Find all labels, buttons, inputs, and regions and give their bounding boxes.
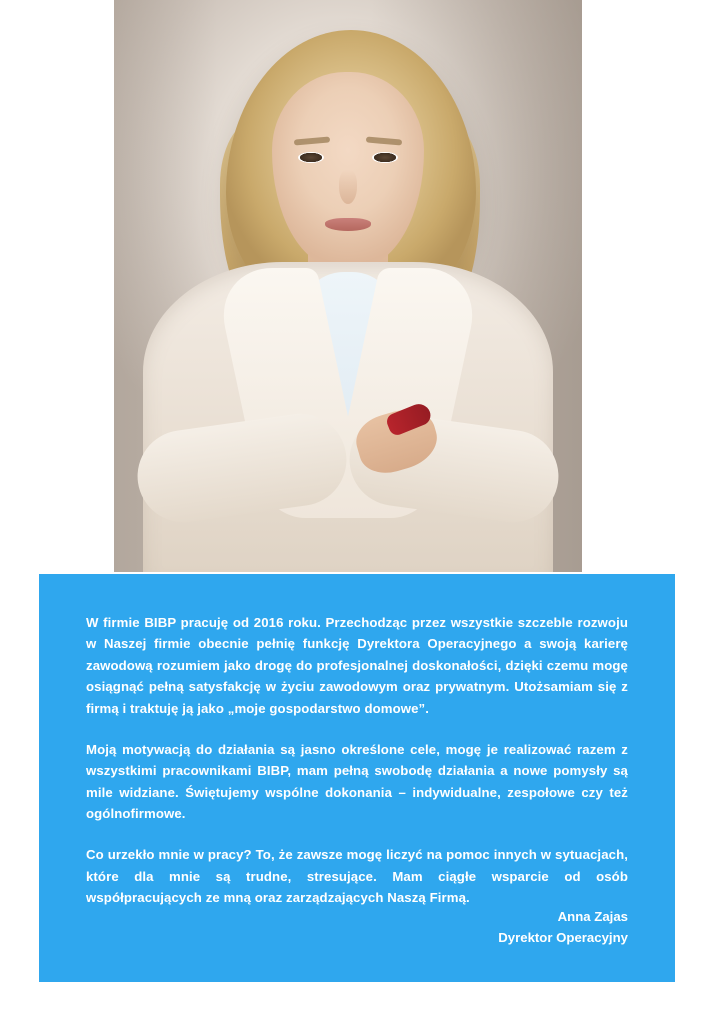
eye-left [298,152,324,163]
face [272,72,424,268]
nose [339,170,357,204]
portrait-image [114,0,582,572]
testimonial-paragraph-3: Co urzekło mnie w pracy? To, że zawsze mogę liczyć na pomoc innych w sytuacjach, które dla mnie są trudne, stresujące. Mam ciągłe wsparcie od osób współpracujących ze mną oraz zarządzających Naszą Firmą. [86,847,628,906]
testimonial-paragraph-2: Moją motywacją do działania są jasno określone cele, mogę je realizować razem z wszystkimi pracownikami BIBP, mam pełną swobodę działania a nowe pomysły są mile widziane. Świętujemy wspólne dokonania – indywidualne, zespołowe czy też ogólnofirmowe. [86,741,628,821]
portrait-photo [114,0,582,572]
eyebrow-left [294,136,330,145]
eye-right [372,152,398,163]
testimonial-paragraph-1: W firmie BIBP pracuję od 2016 roku. Przechodząc przez wszystkie szczeble rozwoju w Naszej firmie obecnie pełnię funkcję Dyrektora Operacyjnego a swoją karierę zawodową rozumiem jako drogę do profesjonalnej doskonałości, dzięki czemu mogę osiągnąć pełną satysfakcję w życiu zawodowym oraz prywatnym. Utożsamiam się z firmą i traktuję ją jako „moje gospodarstwo domowe”. [86,615,628,716]
signature-name: Anna Zajas [557,909,628,925]
eyebrow-right [366,136,402,145]
mouth [325,218,371,231]
testimonial-panel [39,574,675,982]
signature-role: Dyrektor Operacyjny [498,929,628,945]
blazer [143,262,553,572]
signature-block [498,907,628,948]
